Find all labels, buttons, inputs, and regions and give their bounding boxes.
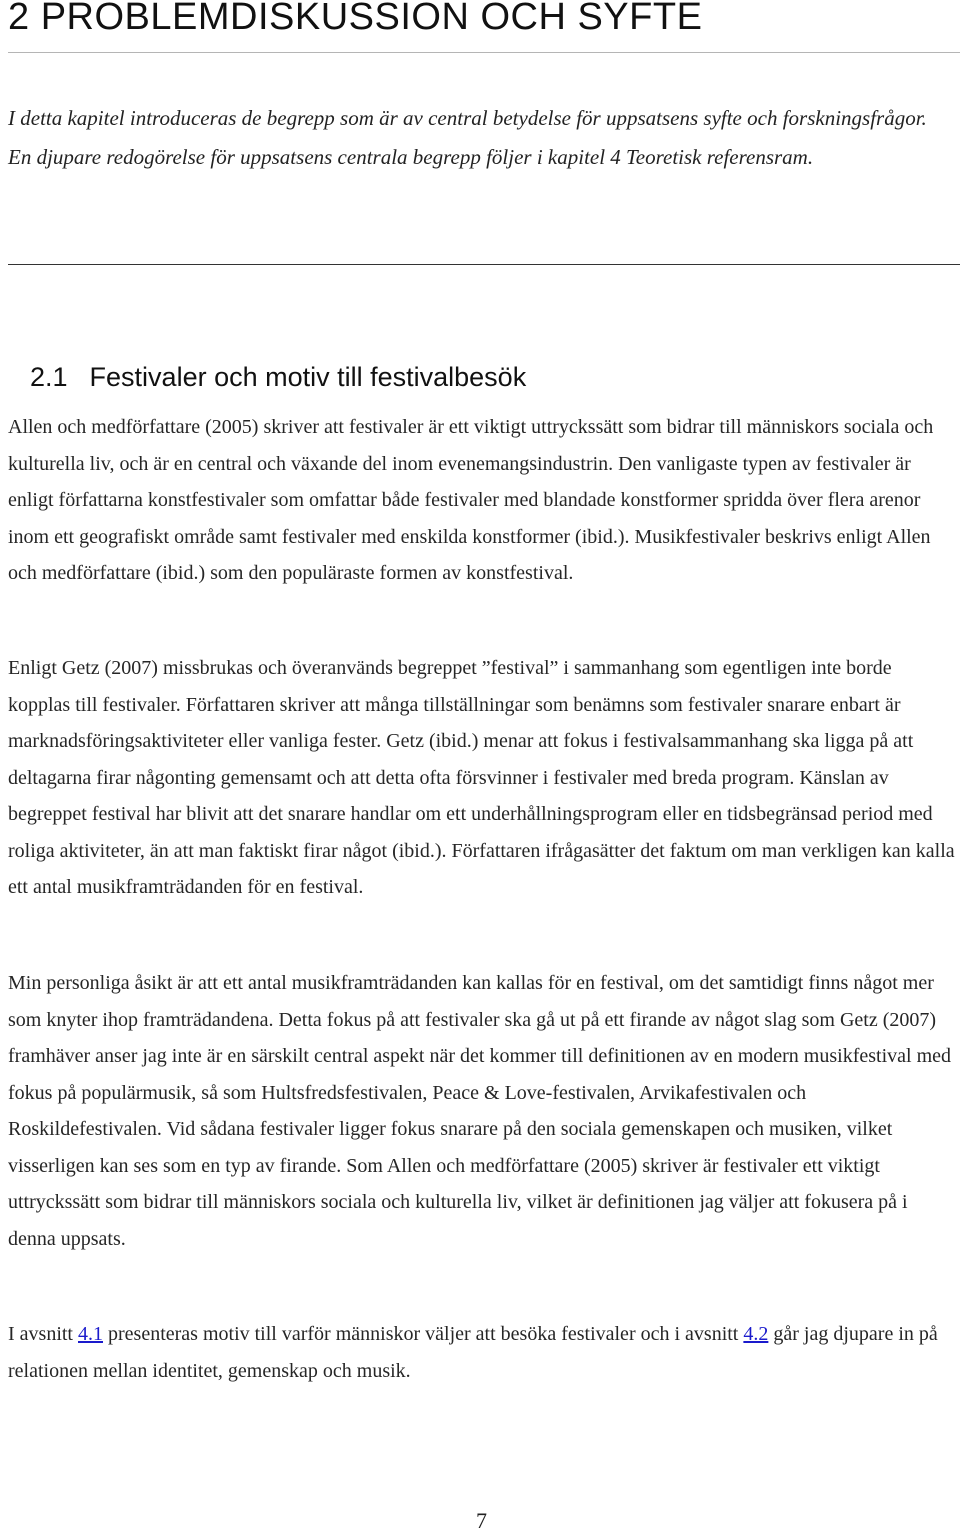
body-paragraph: Enligt Getz (2007) missbrukas och överanvänds begreppet ”festival” i sammanhang som egentligen inte borde kopplas till festivaler. Författaren skriver att många tillställningar som benämns som festivaler snarare enbart är marknadsföringsaktiviteter eller vanliga fester. Getz (ibid.) menar att fokus i festivalsammanhang ska ligga på att deltagarna firar någonting gemensamt och att detta ofta försvinner i festivaler med breda program. Känslan av begreppet festival har blivit att det snarare handlar om ett underhållningsprogram eller en tidsbegränsad period med roliga aktiviteter, än att man faktiskt firar något (ibid.). Författaren ifrågasätter det faktum om man verkligen kan kalla ett antal musikframträdanden för en festival. [8, 657, 955, 898]
header-divider [8, 52, 960, 53]
section-link-4-1[interactable]: 4.1 [78, 1323, 103, 1345]
section-link-4-2[interactable]: 4.2 [743, 1323, 769, 1345]
intro-divider [8, 264, 960, 265]
closing-text: går jag djupare in på relationen mellan identitet, gemenskap och musik. [8, 1323, 938, 1382]
chapter-intro: I detta kapitel introduceras de begrepp som är av central betydelse för uppsatsens syfte och forskningsfrågor. En djupare redogörelse för uppsatsens centrala begrepp följer i kapitel 4 Teoretisk referensram. [8, 106, 927, 169]
page-number: 7 [476, 1508, 487, 1533]
section-title: Festivaler och motiv till festivalbesök [89, 362, 527, 392]
body-paragraph: Min personliga åsikt är att ett antal musikframträdanden kan kallas för en festival, om det samtidigt finns något mer som knyter ihop framträdandena. Detta fokus på att festivaler ska gå ut på ett firande av något slag som Getz (2007) framhäver anser jag inte är en särskilt central aspekt när det kommer till definitionen av en modern musikfestival med fokus på populärmusik, så som Hultsfredsfestivalen, Peace & Love-festivalen, Arvikafestivalen och Roskildefestivalen. Vid sådana festivaler ligger fokus snarare på den sociala gemenskapen och musiken, vilket visserligen kan ses som en typ av firande. Som Allen och medförfattare (2005) skriver är festivaler ett viktigt uttryckssätt som bidrar till människors sociala och kulturella liv, vilket är definitionen jag väljer att fokusera på i denna uppsats. [8, 972, 952, 1250]
closing-paragraph [8, 1316, 958, 1389]
chapter-title: 2 PROBLEMDISKUSSION OCH SYFTE [8, 0, 703, 38]
closing-text: presenteras motiv till varför människor väljer att besöka festivaler och i avsnitt [103, 1323, 744, 1345]
closing-text: I avsnitt [8, 1323, 78, 1345]
section-heading [30, 362, 526, 393]
section-number: 2.1 [30, 362, 68, 392]
body-paragraph: Allen och medförfattare (2005) skriver att festivaler är ett viktigt uttryckssätt som bidrar till människors sociala och kulturella liv, och är en central och växande del inom evenemangsindustrin. Den vanligaste typen av festivaler är enligt författarna konstfestivaler som omfattar både festivaler med blandade konstformer spridda över flera arenor inom ett geografiskt område samt festivaler med enskilda konstformer (ibid.). Musikfestivaler beskrivs enligt Allen och medförfattare (ibid.) som den populäraste formen av konstfestival. [8, 416, 934, 584]
